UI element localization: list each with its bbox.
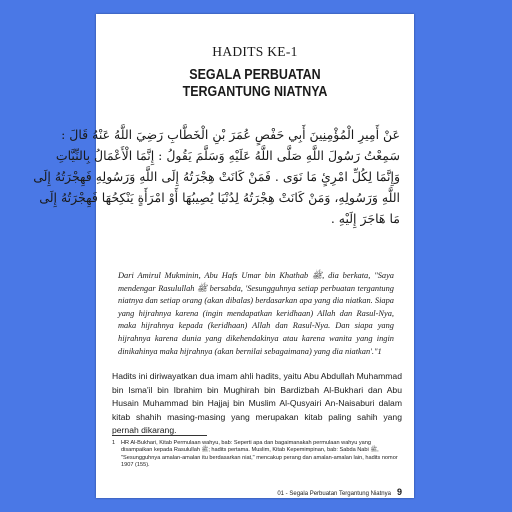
arabic-line: عَنْ أَمِيرِ الْمُؤْمِنِينَ أَبِي حَفْصٍ عُمَرَ بْنِ الْخَطَّابِ رَضِيَ اللَّهُ عَنْهُ قَالَ :: [61, 127, 400, 142]
footnote: [112, 440, 402, 470]
chapter-title-line-2: TERGANTUNG NIATNYA: [182, 84, 328, 100]
arabic-line: مَا هَاجَرَ إِلَيْهِ .: [330, 211, 400, 226]
arabic-hadith-text: [33, 124, 400, 229]
arabic-line: وَإِنَّمَا لِكُلِّ امْرِئٍ مَا نَوَى . فَمَنْ كَانَتْ هِجْرَتُهُ إِلَى اللَّهِ وَرَسُولِهِ فَهِجْرَتُهُ إِلَى: [33, 169, 400, 184]
footnote-divider: [112, 435, 207, 436]
footnote-text: HR Al-Bukhari, Kitab Permulaan wahyu, bab: Seperti apa dan bagaimanakah permulaan wahyu yang disampaikan kepada Rasulullah ﷺ; hadits pertama. Muslim, Kitab Kepemimpinan, bab: Sabda Nabi ﷺ, "Sesungguhnya amalan-amalan itu berdasarkan niat," mencakup perang dan amalan-amalan lain, hadits nomor 1907 (155).: [121, 440, 398, 469]
explanation-paragraph: Hadits ini diriwayatkan dua imam ahli hadits, yaitu Abu Abdullah Muhammad bin Isma'il bin Ibrahim bin Mughirah bin Bardizbah Al-Bukhari dan Abu Husain Muhammad bin Hajjaj bin Muslim Al-Qusyairi An-Naisaburi dalam kitab shahih masing-masing yang merupakan kitab paling sahih yang pernah dikarang.: [112, 371, 402, 436]
arabic-line: اللَّهِ وَرَسُولِهِ، وَمَنْ كَانَتْ هِجْرَتُهُ لِدُنْيَا يُصِيبُهَا أَوْ امْرَأَةٍ يَنْكِحُهَا فَهِجْرَتُهُ إِلَى: [39, 190, 400, 205]
chapter-title-line-1: SEGALA PERBUATAN: [189, 67, 321, 83]
arabic-line: سَمِعْتُ رَسُولَ اللَّهِ صَلَّى اللَّهُ عَلَيْهِ وَسَلَّمَ يَقُولُ : إِنَّمَا الْأَعْمَالُ بِالنِّيَّاتِ: [55, 148, 400, 163]
hadith-label: HADITS KE-1: [212, 44, 298, 59]
page-number: 9: [396, 487, 402, 497]
book-page: [33, 14, 414, 498]
running-title: 01 - Segala Perbuatan Tergantung Niatnya: [277, 491, 391, 497]
page-footer: [277, 487, 402, 497]
translation-paragraph: Dari Amirul Mukminin, Abu Hafs Umar bin Khathab ﷺ, dia berkata, "Saya mendengar Rasulullah ﷺ bersabda, 'Sesungguhnya setiap perbuatan tergantung niatnya dan setiap orang (akan dibalas) berdasarkan apa yang dia niatkan. Siapa yang hijrahnya karena (ingin mendapatkan keridhaan) Allah dan Rasul-Nya, maka hijrahnya kepada (keridhaan) Allah dan Rasul-Nya. Dan siapa yang hijrahnya karena dunia yang dikehendakinya atau karena wanita yang ingin dinikahinya maka hijrahnya (akan bernilai sebagaimana) yang dia niatkan'."1: [118, 271, 394, 356]
chapter-title: [118, 67, 391, 101]
footnote-number: 1: [112, 440, 116, 446]
